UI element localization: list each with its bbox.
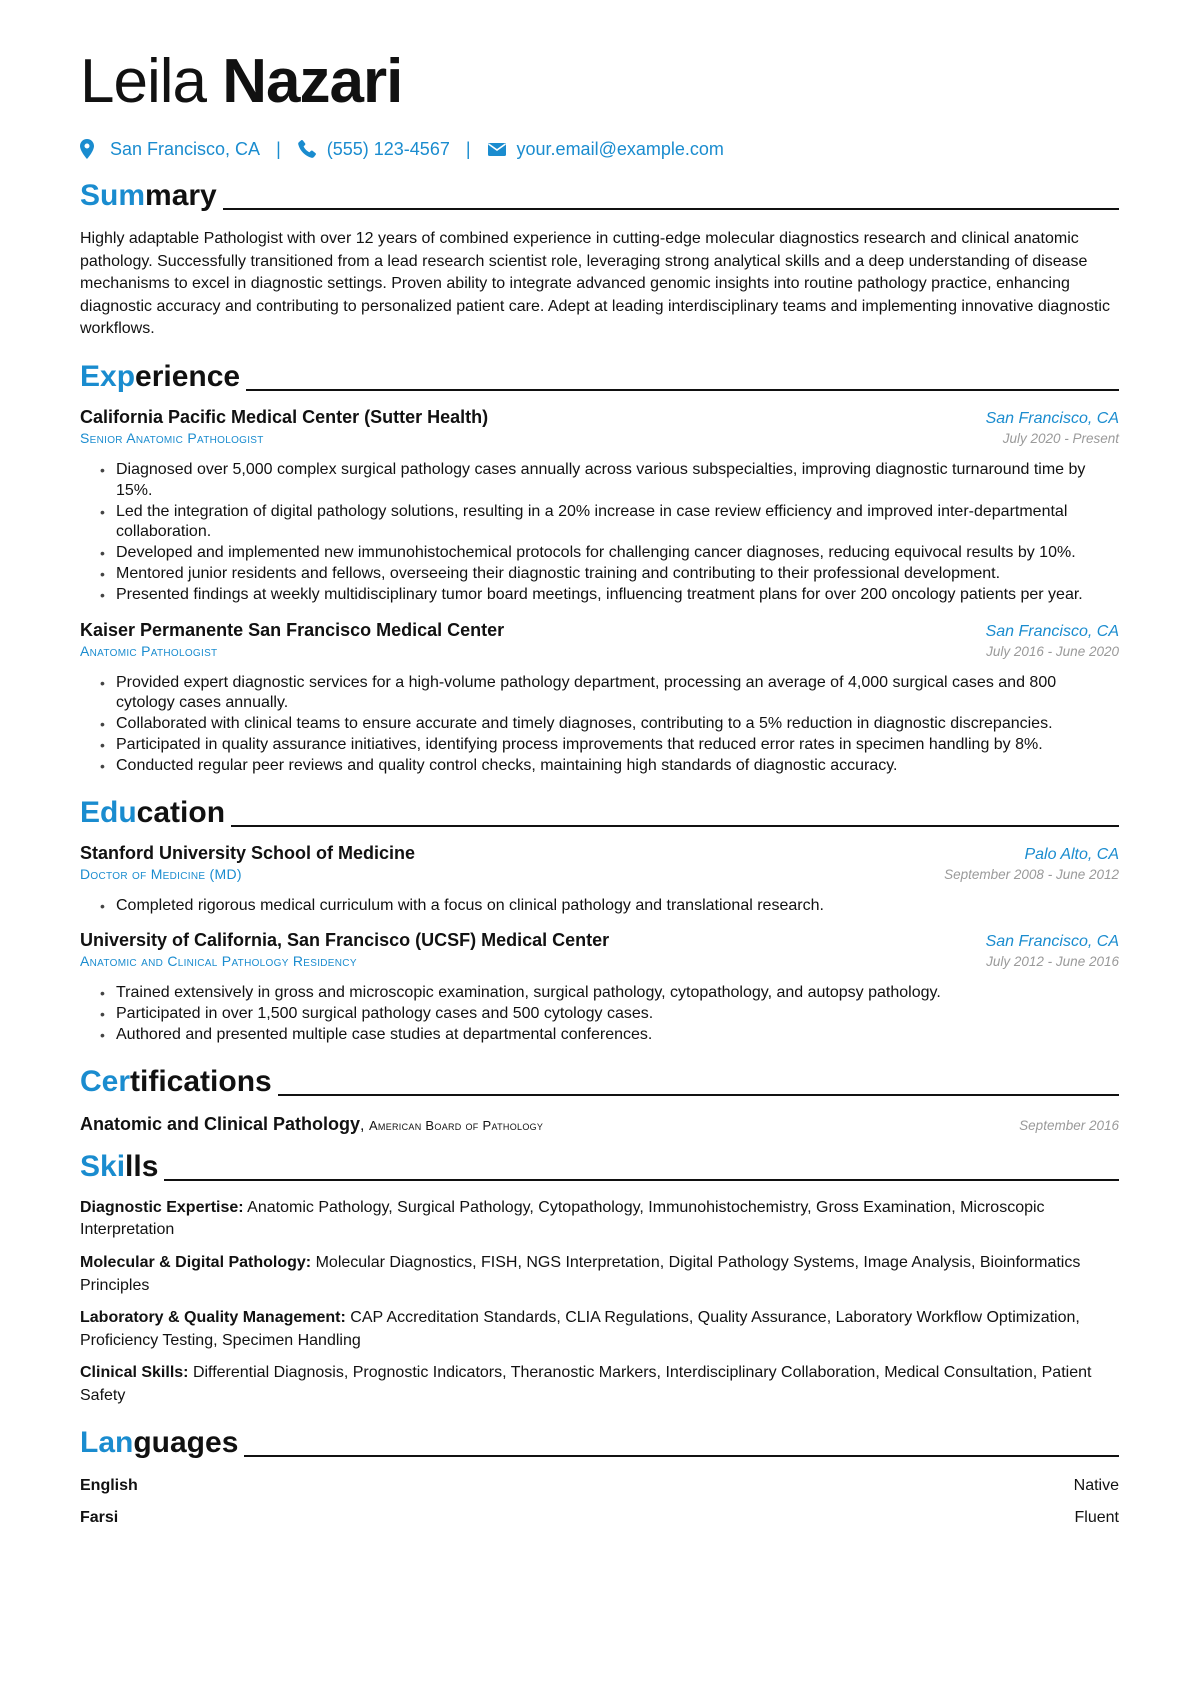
skills-heading: Skills <box>80 1145 1119 1185</box>
experience-date: July 2016 - June 2020 <box>986 643 1119 659</box>
skill-label: Laboratory & Quality Management: <box>80 1309 346 1327</box>
certification-item: Anatomic and Clinical Pathology, American Board of Pathology September 2016 <box>80 1113 1119 1134</box>
experience-role: Senior Anatomic Pathologist <box>80 429 264 446</box>
experience-bullets <box>116 673 1119 777</box>
certifications-heading: Certifications <box>80 1060 1119 1100</box>
education-date: September 2008 - June 2012 <box>944 866 1119 882</box>
education-bullets <box>116 896 1119 917</box>
envelope-icon <box>487 139 507 159</box>
education-entry <box>80 843 1119 917</box>
contact-separator: | <box>276 138 281 159</box>
experience-role: Anatomic Pathologist <box>80 642 218 659</box>
skill-group <box>80 1362 1119 1407</box>
first-name: Leila <box>80 47 206 116</box>
summary-heading: Summary <box>80 174 1119 214</box>
resume-page <box>80 44 1119 1529</box>
skill-value: Anatomic Pathology, Surgical Pathology, Cytopathology, Immunohistochemistry, Gross Examination, Microscopic Interpretation <box>80 1198 1045 1239</box>
section-rule <box>278 1094 1119 1096</box>
certification-issuer: American Board of Pathology <box>368 1117 544 1133</box>
experience-entry <box>80 620 1119 777</box>
experience-organization: Kaiser Permanente San Francisco Medical Center <box>80 619 505 640</box>
bullet-item: • Participated in over 1,500 surgical pathology cases and 500 cytology cases. <box>116 1004 1119 1025</box>
skill-value: Differential Diagnosis, Prognostic Indicators, Theranostic Markers, Interdisciplinary Collaboration, Medical Consultation, Patient Safety <box>80 1364 1092 1404</box>
section-rule <box>231 825 1119 827</box>
section-rule <box>223 208 1119 210</box>
language-level: Native <box>1073 1477 1119 1495</box>
skill-value: CAP Accreditation Standards, CLIA Regulations, Quality Assurance, Laboratory Workflow Optimization, Proficiency Testing, Specimen Handling <box>80 1309 1080 1349</box>
experience-bullets <box>116 460 1119 606</box>
education-heading: Education <box>80 791 1119 831</box>
bullet-item: • Participated in quality assurance initiatives, identifying process improvements that reduced error rates in specimen handling by 8%. <box>116 735 1119 756</box>
contact-bar <box>80 136 1119 162</box>
education-role: Anatomic and Clinical Pathology Residency <box>80 953 357 970</box>
map-pin-icon <box>80 139 100 159</box>
section-rule <box>246 389 1119 391</box>
skill-label: Diagnostic Expertise: <box>80 1198 244 1216</box>
experience-heading: Experience <box>80 355 1119 395</box>
languages-heading: Languages <box>80 1421 1119 1461</box>
experience-location: San Francisco, CA <box>985 409 1119 427</box>
education-location: San Francisco, CA <box>985 933 1119 951</box>
phone-icon <box>297 139 317 159</box>
bullet-item: • Trained extensively in gross and microscopic examination, surgical pathology, cytopathology, and autopsy pathology. <box>116 983 1119 1004</box>
contact-email[interactable] <box>487 139 724 160</box>
education-bullets <box>116 983 1119 1045</box>
contact-location <box>80 139 260 160</box>
bullet-item: • Conducted regular peer reviews and quality control checks, maintaining high standards of diagnostic accuracy. <box>116 756 1119 777</box>
education-location: Palo Alto, CA <box>1024 845 1119 863</box>
summary-text: Highly adaptable Pathologist with over 12 years of combined experience in cutting-edge molecular diagnostics research and clinical anatomic pathology. Successfully transitioned from a lead research scientist role, leveraging strong analytical skills and a deep understanding of disease mechanisms to excel in diagnostic settings. Proven ability to integrate advanced genomic insights into routine pathology practice, enhancing diagnostic accuracy and contributing to personalized patient care. Adept at leading interdisciplinary teams and implementing innovative diagnostic workflows. <box>80 230 1110 338</box>
skill-group <box>80 1307 1119 1352</box>
experience-list <box>80 407 1119 777</box>
education-role: Doctor of Medicine (MD) <box>80 865 242 882</box>
skill-label: Clinical Skills: <box>80 1364 189 1382</box>
skill-group <box>80 1252 1119 1297</box>
experience-organization: California Pacific Medical Center (Sutter Health) <box>80 406 489 427</box>
language-item <box>80 1507 1119 1529</box>
certification-name: Anatomic and Clinical Pathology <box>80 1113 361 1134</box>
bullet-item: • Provided expert diagnostic services for a high-volume pathology department, processing an average of 4,000 surgical cases and 800 cytology cases annually. <box>116 673 1119 715</box>
bullet-item: • Mentored junior residents and fellows, overseeing their diagnostic training and contributing to their professional development. <box>116 564 1119 585</box>
education-list <box>80 843 1119 1046</box>
candidate-name <box>80 44 1119 120</box>
phone-text: (555) 123-4567 <box>326 138 450 159</box>
experience-entry <box>80 407 1119 606</box>
language-level: Fluent <box>1074 1509 1119 1527</box>
skill-value: Molecular Diagnostics, FISH, NGS Interpretation, Digital Pathology Systems, Image Analysis, Bioinformatics Principles <box>80 1253 1081 1294</box>
bullet-item: • Developed and implemented new immunohistochemical protocols for challenging cancer diagnoses, reducing equivocal results by 10%. <box>116 543 1119 564</box>
bullet-item: • Presented findings at weekly multidisciplinary tumor board meetings, influencing treatment plans for over 200 oncology patients per year. <box>116 585 1119 606</box>
section-rule <box>244 1455 1119 1457</box>
last-name: Nazari <box>222 47 403 116</box>
education-organization: Stanford University School of Medicine <box>80 842 416 863</box>
location-text: San Francisco, CA <box>110 138 261 159</box>
education-date: July 2012 - June 2016 <box>986 954 1119 970</box>
skill-group <box>80 1197 1119 1242</box>
skills-list <box>80 1197 1119 1408</box>
education-organization: University of California, San Francisco (UCSF) Medical Center <box>80 930 610 951</box>
bullet-item: • Led the integration of digital pathology solutions, resulting in a 20% increase in case review efficiency and improved inter-departmental collaboration. <box>116 502 1119 544</box>
language-name: Farsi <box>80 1509 119 1527</box>
email-text: your.email@example.com <box>516 138 724 159</box>
contact-phone[interactable] <box>297 139 450 160</box>
experience-date: July 2020 - Present <box>1002 430 1119 446</box>
education-entry <box>80 930 1119 1045</box>
bullet-item: • Diagnosed over 5,000 complex surgical pathology cases annually across various subspecialties, improving diagnostic turnaround time by 15%. <box>116 460 1119 502</box>
section-rule <box>164 1179 1119 1181</box>
skill-label: Molecular & Digital Pathology: <box>80 1253 312 1271</box>
contact-separator: | <box>465 138 471 159</box>
certification-date: September 2016 <box>1019 1117 1119 1133</box>
bullet-item: • Collaborated with clinical teams to ensure accurate and timely diagnoses, contributing to a 5% reduction in diagnostic discrepancies. <box>116 714 1119 735</box>
bullet-item: • Completed rigorous medical curriculum with a focus on clinical pathology and translational research. <box>116 896 1119 917</box>
language-item <box>80 1475 1119 1497</box>
bullet-item: • Authored and presented multiple case studies at departmental conferences. <box>116 1025 1119 1046</box>
experience-location: San Francisco, CA <box>985 622 1119 640</box>
language-name: English <box>80 1477 138 1495</box>
